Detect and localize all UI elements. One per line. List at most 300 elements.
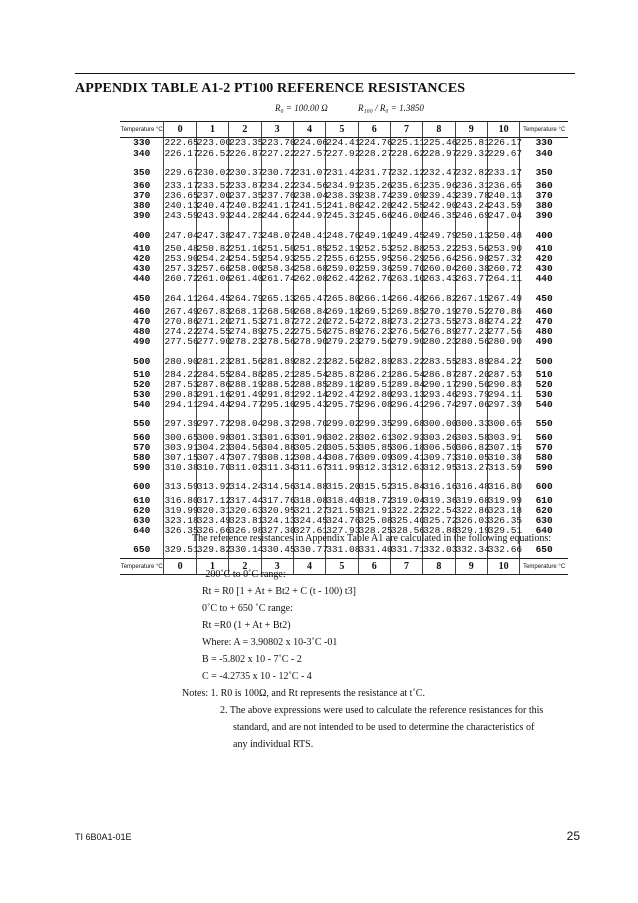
resistance-cell: 319.04 [390,494,426,506]
table-row [120,410,568,432]
resistance-cell: 240.47 [196,200,232,212]
resistance-cell: 244.28 [229,210,264,222]
resistance-cell: 315.20 [326,473,358,495]
resistance-cell: 322.54 [423,504,458,516]
resistance-cell: 284.22 [164,368,199,380]
column-header: 8 [423,559,455,575]
resistance-cell: 310.38 [487,452,523,464]
row-temperature: 640 [133,525,151,537]
resistance-cell: 326.66 [196,525,232,537]
resistance-cell: 285.87 [326,368,361,380]
resistance-cell: 297.39 [164,410,196,432]
intro-paragraph: The reference resistances in Appendix Table A1 are calculated in the following equations: [192,533,551,544]
resistance-cell: 281.56 [229,347,261,369]
resistance-cell: 285.54 [293,368,329,380]
row-temperature: 510 [520,369,568,379]
resistance-cell: 243.59 [164,210,199,222]
resistance-cell: 225.11 [390,137,426,149]
resistance-cell: 229.67 [487,147,523,159]
resistance-cell: 239.09 [390,190,426,202]
resistance-cell: 250.48 [164,242,199,254]
note-2-line3: any individual RTS. [233,739,314,750]
row-temperature: 600 [133,481,151,493]
row-temperature: 360 [520,181,568,191]
resistance-cell: 251.50 [261,242,296,254]
table-row [120,284,568,306]
row-temperature: 370 [133,190,151,202]
resistance-cell: 258.00 [229,263,264,275]
resistance-cell: 257.32 [164,263,199,275]
resistance-cell: 252.88 [390,242,426,254]
column-header: 2 [229,122,261,138]
resistance-cell: 307.47 [196,452,232,464]
column-header: 0 [164,559,196,575]
row-temperature: 330 [520,138,568,149]
resistance-cell: 302.28 [326,431,361,443]
resistance-cell: 280.90 [487,336,523,348]
resistance-cell: 254.93 [261,253,296,265]
column-header: 5 [326,122,358,138]
column-header: 9 [455,122,487,138]
resistance-cell: 257.66 [196,263,232,275]
resistance-cell: 297.72 [196,410,228,432]
resistance-cell: 259.70 [390,263,426,275]
row-temperature: 430 [520,264,568,274]
resistance-cell: 255.27 [293,253,329,265]
row-temperature: 390 [133,210,151,222]
resistance-cell: 294.11 [164,399,199,411]
resistance-cell: 321.27 [293,504,329,516]
resistance-cell: 331.08 [326,536,358,559]
row-temperature: 650 [520,536,568,559]
corner-label: Temperature °C [120,559,164,575]
resistance-cell: 226.87 [229,147,264,159]
resistance-cell: 237.00 [196,190,232,202]
resistance-cell: 281.23 [196,347,228,369]
resistance-cell: 225.81 [455,137,490,149]
resistance-cell: 231.42 [326,158,358,180]
row-temperature: 570 [520,443,568,453]
resistance-cell: 324.13 [261,514,296,526]
resistance-cell: 300.98 [196,431,232,443]
resistance-cell: 251.16 [229,242,264,254]
resistance-cell: 313.59 [487,462,523,474]
resistance-cell: 278.56 [261,336,296,348]
resistance-cell: 237.35 [229,190,264,202]
resistance-cell: 277.56 [164,336,199,348]
resistance-cell: 253.90 [487,242,523,254]
resistance-cell: 317.12 [196,494,232,506]
resistance-cell: 260.72 [487,263,523,275]
row-temperature: 440 [133,273,151,285]
resistance-cell: 317.76 [261,494,296,506]
row-temperature: 470 [520,317,568,327]
resistance-cell: 229.67 [164,158,196,180]
resistance-cell: 264.11 [487,273,523,285]
resistance-cell: 326.35 [487,514,523,526]
resistance-cell: 236.31 [455,179,490,191]
resistance-cell: 290.17 [423,378,458,390]
resistance-cell: 243.24 [455,200,490,212]
resistance-cell: 248.41 [293,221,325,243]
resistance-cell: 271.87 [261,315,296,327]
resistance-cell: 293.79 [455,389,490,401]
resistance-cell: 234.56 [293,179,329,191]
column-header: 4 [293,122,325,138]
resistance-cell: 225.46 [423,137,458,149]
row-temperature: 340 [520,148,568,158]
row-temperature: 630 [520,516,568,526]
resistance-cell: 315.52 [358,473,390,495]
resistance-cell: 255.95 [358,253,393,265]
resistance-cell: 316.80 [487,473,519,495]
resistance-cell: 289.18 [326,378,361,390]
resistance-cell: 256.98 [455,253,490,265]
row-temperature: 430 [133,263,151,275]
coefficient-a: Where: A = 3.90802 x 10-3˚C -01 [202,637,338,648]
row-temperature: 400 [133,229,151,241]
resistance-cell: 238.74 [358,190,393,202]
resistance-cell: 328.56 [390,525,426,537]
row-temperature: 410 [133,242,151,254]
resistance-cell: 263.43 [423,273,458,285]
resistance-cell: 287.53 [487,368,523,380]
resistance-cell: 320.95 [261,504,296,516]
resistance-cell: 307.79 [229,452,264,464]
resistance-cell: 310.70 [196,462,232,474]
resistance-cell: 231.77 [358,158,390,180]
resistance-cell: 315.84 [390,473,422,495]
row-temperature: 480 [133,326,151,338]
resistance-cell: 274.22 [487,315,523,327]
column-header: 7 [390,559,422,575]
row-temperature: 450 [133,292,151,304]
row-temperature: 500 [520,347,568,369]
row-temperature: 610 [133,494,151,506]
resistance-cell: 277.23 [455,326,490,338]
resistance-cell: 222.65 [164,137,199,149]
resistance-cell: 323.81 [229,514,264,526]
resistance-cell: 294.77 [229,399,264,411]
resistance-cell: 325.40 [390,514,426,526]
resistance-table [120,121,568,575]
note-2-line1: 2. The above expressions were used to calculate the reference resistances for this [220,705,544,716]
resistance-cell: 293.46 [423,389,458,401]
resistance-cell: 273.21 [390,315,426,327]
range1-label: -200˚C to 0˚C range: [202,569,286,580]
column-header: 3 [261,559,293,575]
resistance-cell: 314.56 [261,473,293,495]
row-temperature: 560 [520,432,568,442]
resistance-cell: 318.72 [358,494,393,506]
resistance-cell: 318.08 [293,494,329,506]
resistance-cell: 237.70 [261,190,296,202]
page-number: 25 [566,829,580,843]
resistance-cell: 325.72 [423,514,458,526]
resistance-cell: 247.38 [196,221,228,243]
table-row [120,347,568,369]
resistance-cell: 223.70 [261,137,296,149]
resistance-cell: 326.35 [164,525,199,537]
row-temperature: 480 [520,327,568,337]
column-header: 10 [487,559,519,575]
column-header: 5 [326,559,358,575]
resistance-cell: 310.05 [455,452,490,464]
resistance-cell: 312.63 [390,462,426,474]
resistance-cell: 231.07 [293,158,325,180]
resistance-cell: 324.45 [293,514,329,526]
resistance-cell: 329.51 [487,525,523,537]
resistance-cell: 311.34 [261,462,296,474]
resistance-cell: 304.88 [261,441,296,453]
column-header: 10 [487,122,519,138]
resistance-cell: 261.06 [196,273,232,285]
row-temperature: 540 [133,399,151,411]
resistance-cell: 332.03 [423,536,455,559]
resistance-cell: 289.51 [358,378,393,390]
resistance-cell: 275.56 [293,326,329,338]
resistance-cell: 248.76 [326,221,358,243]
resistance-cell: 279.56 [358,336,393,348]
resistance-cell: 273.88 [455,315,490,327]
row-temperature: 380 [520,201,568,211]
resistance-cell: 332.66 [487,536,519,559]
resistance-cell: 291.81 [261,389,296,401]
resistance-cell: 249.45 [390,221,422,243]
resistance-cell: 264.11 [164,284,196,306]
resistance-cell: 235.61 [390,179,426,191]
resistance-cell: 286.54 [390,368,426,380]
row-temperature: 510 [133,368,151,380]
top-rule [75,73,575,74]
row-temperature: 460 [520,306,568,316]
resistance-cell: 272.20 [293,315,329,327]
resistance-cell: 269.85 [390,305,426,317]
resistance-cell: 290.83 [164,389,199,401]
row-temperature: 580 [520,453,568,463]
resistance-cell: 228.62 [390,147,426,159]
resistance-cell: 274.22 [164,326,199,338]
resistance-cell: 314.88 [293,473,325,495]
resistance-cell: 235.26 [358,179,393,191]
resistance-cell: 295.10 [261,399,296,411]
row-temperature: 590 [133,462,151,474]
resistance-cell: 269.51 [358,305,393,317]
resistance-cell: 285.21 [261,368,296,380]
resistance-cell: 267.83 [196,305,232,317]
resistance-cell: 296.41 [390,399,426,411]
row-temperature: 500 [133,355,151,367]
resistance-cell: 280.56 [455,336,490,348]
row-temperature: 440 [520,274,568,284]
resistance-cell: 291.16 [196,389,232,401]
resistance-cell: 252.53 [358,242,393,254]
resistance-cell: 250.13 [455,221,487,243]
row-temperature: 410 [520,244,568,254]
resistance-cell: 227.57 [293,147,329,159]
resistance-cell: 257.32 [487,253,523,265]
resistance-cell: 250.48 [487,221,519,243]
resistance-cell: 262.42 [326,273,361,285]
table-row [120,463,568,473]
resistance-cell: 226.17 [487,137,523,149]
resistance-cell: 298.37 [261,410,293,432]
resistance-cell: 248.07 [261,221,293,243]
resistance-cell: 264.45 [196,284,228,306]
resistance-cell: 236.65 [164,190,199,202]
resistance-cell: 227.92 [326,147,361,159]
column-header: 6 [358,559,390,575]
resistance-cell: 235.96 [423,179,458,191]
row-temperature: 580 [133,452,151,464]
row-temperature: 630 [133,514,151,526]
table-row [120,495,568,505]
row-temperature: 420 [520,254,568,264]
resistance-cell: 284.22 [487,347,519,369]
resistance-cell: 272.54 [326,315,361,327]
resistance-cell: 278.23 [229,336,264,348]
row-temperature: 360 [133,179,151,191]
resistance-cell: 284.88 [229,368,264,380]
resistance-cell: 305.53 [326,441,361,453]
resistance-cell: 232.12 [390,158,422,180]
table-row [120,274,568,284]
resistance-cell: 282.56 [326,347,358,369]
resistance-cell: 319.99 [487,494,523,506]
table-row [120,148,568,158]
header-row [120,122,568,138]
resistance-cell: 311.02 [229,462,264,474]
row-temperature: 490 [133,336,151,348]
resistance-cell: 247.04 [487,210,523,222]
row-temperature: 340 [133,147,151,159]
resistance-cell: 299.68 [390,410,422,432]
resistance-cell: 313.92 [196,473,228,495]
row-temperature: 450 [520,284,568,306]
row-temperature: 620 [133,504,151,516]
table-footer [120,559,568,575]
resistance-cell: 299.35 [358,410,390,432]
footer-row [120,559,568,575]
resistance-cell: 264.79 [229,284,261,306]
resistance-cell: 224.06 [293,137,329,149]
table-row [120,211,568,221]
resistance-cell: 291.49 [229,389,264,401]
resistance-cell: 243.93 [196,210,232,222]
resistance-cell: 266.48 [390,284,422,306]
row-temperature: 400 [520,221,568,243]
resistance-cell: 308.12 [261,452,296,464]
row-temperature: 550 [133,418,151,430]
table-body [120,138,568,559]
resistance-cell: 229.32 [455,147,490,159]
resistance-cell: 280.23 [423,336,458,348]
resistance-cell: 317.44 [229,494,264,506]
resistance-cell: 288.85 [293,378,329,390]
resistance-cell: 258.68 [293,263,329,275]
resistance-cell: 292.80 [358,389,393,401]
column-header: 1 [196,122,228,138]
row-temperature: 540 [520,400,568,410]
resistance-cell: 283.55 [423,347,455,369]
row-temperature: 650 [133,544,151,556]
resistance-cell: 287.20 [455,368,490,380]
resistance-cell: 258.34 [261,263,296,275]
resistance-cell: 303.91 [487,431,523,443]
resistance-cell: 298.04 [229,410,261,432]
resistance-cell: 328.25 [358,525,393,537]
resistance-cell: 224.76 [358,137,393,149]
row-temperature: 620 [520,505,568,515]
resistance-cell: 230.37 [229,158,261,180]
resistance-cell: 270.86 [487,305,523,317]
resistance-cell: 232.82 [455,158,487,180]
resistance-cell: 228.27 [358,147,393,159]
resistance-cell: 331.71 [390,536,422,559]
resistance-cell: 276.56 [390,326,426,338]
resistance-cell: 288.52 [261,378,296,390]
resistance-cell: 283.22 [390,347,422,369]
resistance-cell: 278.90 [293,336,329,348]
resistance-cell: 267.49 [164,305,199,317]
resistance-cell: 312.95 [423,462,458,474]
resistance-cell: 286.87 [423,368,458,380]
coefficient-c: C = -4.2735 x 10 - 12˚C - 4 [202,671,312,682]
row-temperature: 520 [133,378,151,390]
resistance-cell: 313.59 [164,473,196,495]
row-temperature: 610 [520,495,568,505]
resistance-cell: 247.73 [229,221,261,243]
resistance-cell: 255.61 [326,253,361,265]
resistance-cell: 244.97 [293,210,329,222]
resistance-cell: 268.84 [293,305,329,317]
resistance-cell: 326.98 [229,525,264,537]
resistance-cell: 300.00 [423,410,455,432]
resistance-cell: 301.31 [229,431,264,443]
table-row [120,138,568,149]
resistance-cell: 226.17 [164,147,199,159]
page-title: APPENDIX TABLE A1-2 PT100 REFERENCE RESISTANCES [75,81,466,96]
resistance-cell: 290.50 [455,378,490,390]
resistance-cell: 282.89 [358,347,390,369]
resistance-cell: 230.72 [261,158,293,180]
resistance-cell: 234.91 [326,179,361,191]
coefficient-b: B = -5.802 x 10 - 7˚C - 2 [202,654,302,665]
table-row [120,337,568,347]
resistance-cell: 240.82 [229,200,264,212]
corner-label: Temperature °C [520,122,568,138]
resistance-cell: 332.34 [455,536,487,559]
row-temperature: 570 [133,441,151,453]
row-temperature: 420 [133,253,151,265]
table-row [120,158,568,180]
resistance-cell: 313.27 [455,462,490,474]
resistance-cell: 292.14 [293,389,329,401]
resistance-cell: 319.36 [423,494,458,506]
row-temperature: 470 [133,315,151,327]
resistance-cell: 303.58 [455,431,490,443]
resistance-cell: 306.18 [390,441,426,453]
row-temperature: 520 [520,380,568,390]
column-header: 3 [261,122,293,138]
equation2: Rt =R0 (1 + At + Bt2) [202,620,291,631]
resistance-cell: 316.48 [455,473,487,495]
resistance-cell: 309.09 [358,452,393,464]
resistance-cell: 296.08 [358,399,393,411]
resistance-cell: 241.17 [261,200,296,212]
resistance-cell: 233.87 [229,179,264,191]
resistance-cell: 319.99 [164,504,199,516]
